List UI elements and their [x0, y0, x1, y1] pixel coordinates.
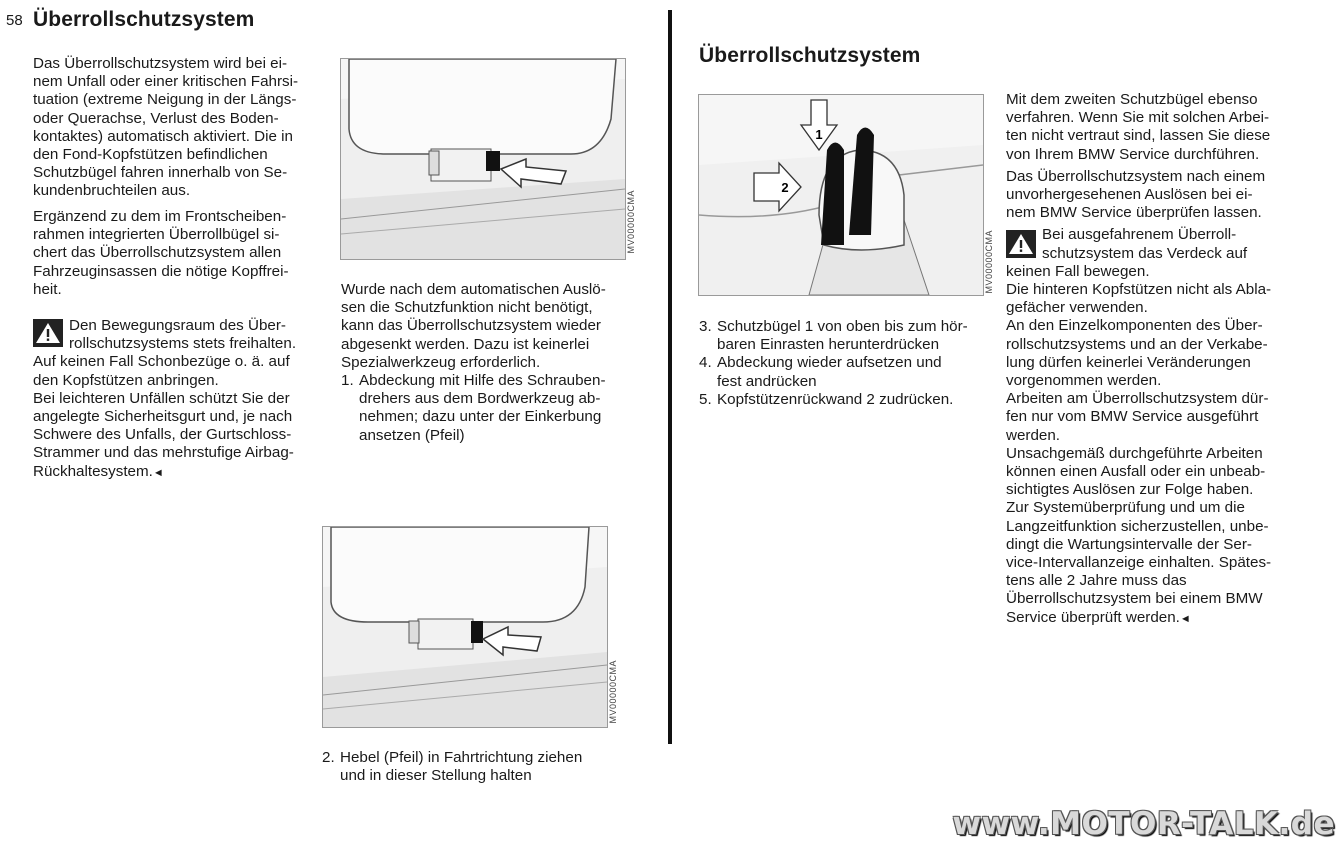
end-mark: ◄ [152, 466, 164, 479]
supplement-paragraph: Ergänzend zu dem im Frontscheiben- rahmen integrierten Überrollbügel si- chert das Überrollschutzsystem allen Fahrzeuginsassen die nötige Kopffrei- heit. [33, 208, 289, 298]
second-rollbar-paragraph: Mit dem zweiten Schutzbügel ebenso verfahren. Wenn Sie mit solchen Arbei- ten nicht vertraut sind, lassen Sie diese von Ihrem BMW Service durchführen. [1006, 91, 1271, 163]
inspection-paragraph: Das Überrollschutzsystem nach einem unvorhergesehenen Auslösen bei ei- nem BMW Service überprüfen lassen. [1006, 167, 1266, 222]
warning-icon [33, 319, 63, 347]
headrest-image-1 [340, 58, 626, 260]
image-label-2: 2 [781, 180, 789, 195]
step-1: 1. Abdeckung mit Hilfe des Schrauben- drehers aus dem Bordwerkzeug ab- nehmen; dazu unter der Einkerbung ansetzen (Pfeil) [341, 372, 606, 444]
right-page-title: Überrollschutzsystem [699, 44, 921, 67]
reset-paragraph: Wurde nach dem automatischen Auslö- sen die Schutzfunktion nicht benötigt, kann das Überrollschutzsystem wieder abgesenkt werden. Dazu ist keinerlei Spezialwerkzeug erforderlich. 1. Abdeckung mit Hilfe des Schrauben- drehers aus dem Bordwerkzeug ab- nehmen; dazu unter der Einkerbung ansetzen (Pfeil) [341, 281, 641, 445]
headrest-image-2 [322, 526, 608, 728]
intro-paragraph: Das Überrollschutzsystem wird bei ei- nem Unfall oder einer kritischen Fahrsi- tuation (extreme Neigung in der Längs- oder Querachse, Verlust des Boden- kontaktes) automatisch aktiviert. Die in den Fond-Kopfstützen befindlichen Schutzbügel fahren innerhalb von Se- kundenbruchteilen aus. [33, 55, 299, 200]
image-code-1: MV00000CMA [626, 190, 636, 254]
step-4: 4. Abdeckung wieder aufsetzen und fest andrücken [699, 354, 942, 390]
step-5: 5. Kopfstützenrückwand 2 zudrücken. [699, 390, 954, 408]
warning-icon [1006, 230, 1036, 258]
left-warning-block: Den Bewegungsraum des Über- rollschutzsystems stets freihalten. Auf keinen Fall Schonbezüge o. ä. auf den Kopfstützen anbringen. Bei leichteren Unfällen schützt Sie der angelegte Sicherheitsgurt und, je nach Schwere des Unfalls, der Gurtschloss- Strammer und das mehrstufige Airbag- Rückhaltesystem.◄ [33, 317, 297, 480]
page-divider [668, 10, 672, 744]
right-warning-block: Bei ausgefahrenem Überroll- schutzsystem das Verdeck auf keinen Fall bewegen. Die hinteren Kopfstützen nicht als Abla- gefächer verwenden. An den Einzelkomponenten des Über- rollschutzsystems und an der Verkabe- lung dürfen keinerlei Veränderungen vorgenommen werden. Arbeiten am Überrollschutzsystem dür- fen nur vom BMW Service ausgeführt werden. Unsachgemäß durchgeführte Arbeiten können einen Ausfall oder ein unbeab- sichtigtes Auslösen zur Folge haben. Zur Systemüberprüfung und um die Langzeitfunktion sicherzustellen, unbe- dingt die Wartungsintervalle der Ser- vice-Intervallanzeige einhalten. Spätes- tens alle 2 Jahre muss das Überrollschutzsystem bei einem BMW Service überprüft werden.◄ [1006, 226, 1272, 626]
image-code-3: MV00000CMA [984, 230, 994, 294]
image-code-2: MV00000CMA [608, 660, 618, 724]
step-2: 2. Hebel (Pfeil) in Fahrtrichtung ziehen und in dieser Stellung halten [322, 749, 583, 785]
rollbar-image [698, 94, 984, 296]
page-number: 58 [6, 12, 23, 29]
image-label-1: 1 [815, 127, 823, 142]
end-mark: ◄ [1179, 612, 1191, 625]
watermark: www.MOTOR-TALK.de [952, 806, 1335, 842]
left-page-title: Überrollschutzsystem [33, 8, 255, 31]
right-text-column [1006, 91, 1306, 628]
step-3: 3. Schutzbügel 1 von oben bis zum hör- baren Einrasten herunterdrücken [699, 318, 968, 354]
right-steps [699, 318, 999, 409]
